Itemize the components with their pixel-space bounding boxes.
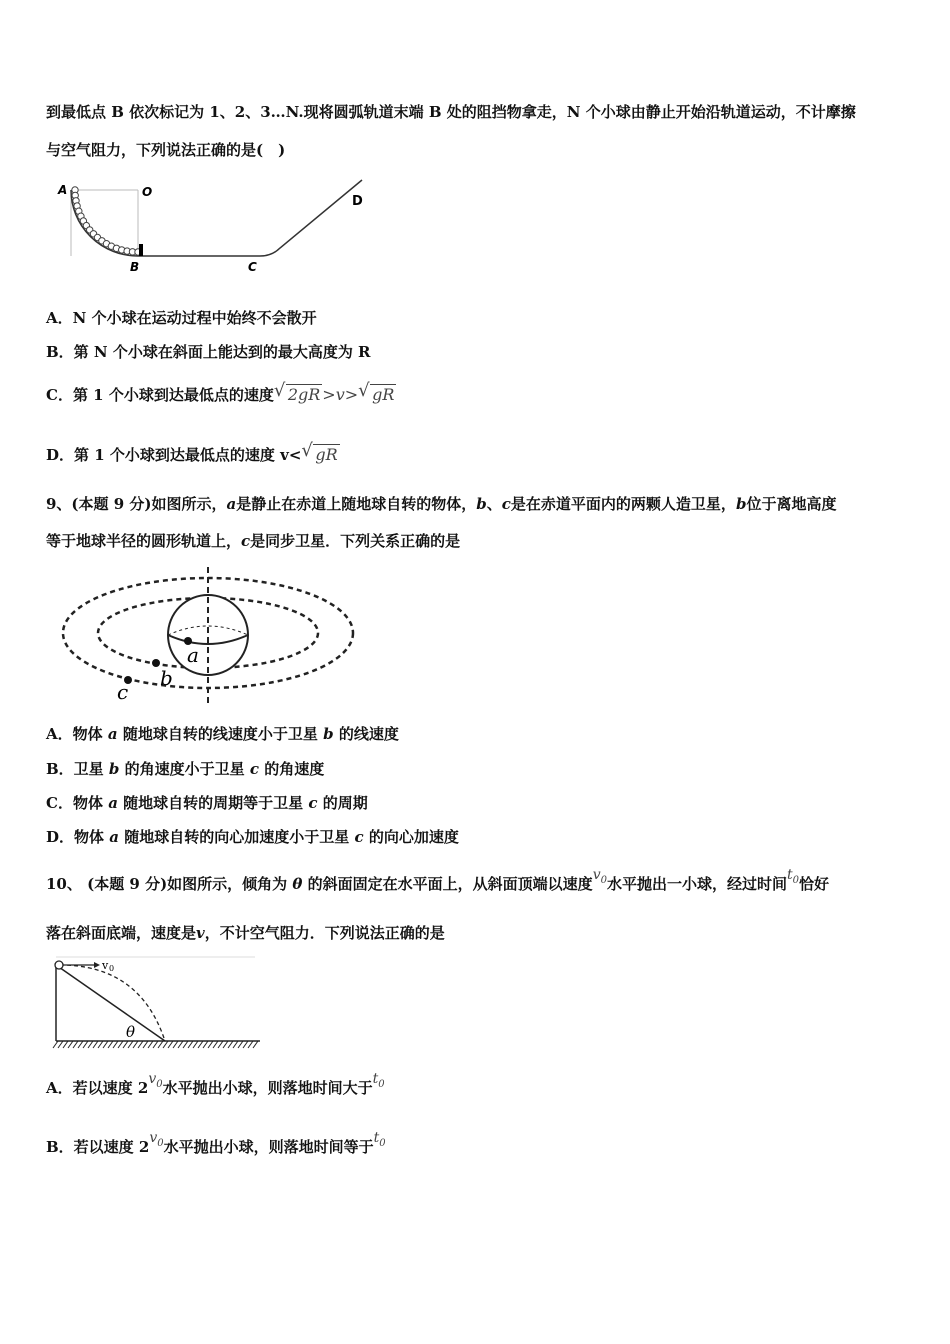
ground-hatch (183, 1041, 188, 1048)
q9-stem-line-2 (46, 531, 908, 551)
label-D: D (352, 194, 363, 209)
q9-text: 是在赤道平面内的两颗人造卫星， (510, 495, 736, 513)
q10-var-t: t (373, 1130, 380, 1146)
q10-opt-text: B．若以速度 2 (46, 1138, 150, 1156)
ground-hatch (253, 1041, 258, 1048)
q9-sep: 、 (486, 495, 502, 513)
q9-text: 位于离地高度 (746, 495, 837, 513)
q8-c-mid: >v> (322, 385, 359, 404)
q8-option-b: B．第 N 个小球在斜面上能达到的最大高度为 R (46, 343, 371, 361)
q9-var-a: a (226, 495, 237, 513)
q8-d-radicand: gR (315, 445, 338, 464)
q10-sub-zero: 0 (378, 1079, 385, 1090)
q9-text: 等于地球半径的圆形轨道上， (46, 532, 242, 550)
label-O: O (142, 185, 153, 199)
ground-hatch (63, 1041, 68, 1048)
intro-line-1: 到最低点 B 依次标记为 1、2、3…N.现将圆弧轨道末端 B 处的阻挡物拿走，N 个小球由静止开始沿轨道运动，不计摩擦 (46, 103, 856, 121)
q9-opt-text: 的线速度 (338, 725, 399, 743)
q9-opt-text: B．卫星 (46, 760, 104, 778)
q8-option-d (46, 445, 908, 465)
ground-hatch (198, 1041, 203, 1048)
q9-option-c (46, 793, 908, 813)
q9-var-b: b (108, 760, 120, 778)
ground-hatch (243, 1041, 248, 1048)
ground-hatch (103, 1041, 108, 1048)
q10-option-b (46, 1130, 908, 1160)
ground-hatch (203, 1041, 208, 1048)
q10-opt-text: 水平抛出小球，则落地时间大于 (162, 1079, 373, 1097)
ground-hatch (98, 1041, 103, 1048)
ground-hatch (168, 1041, 173, 1048)
q8-c-radicand-2: gR (372, 385, 395, 404)
label-B: B (130, 260, 140, 274)
q10-text: 的斜面固定在水平面上，从斜面顶端以速度 (307, 875, 593, 893)
ground-hatch (188, 1041, 193, 1048)
ground-hatch (193, 1041, 198, 1048)
q9-opt-text: 的角速度 (264, 760, 325, 778)
fig-label-c: c (117, 680, 129, 704)
ground-hatch (78, 1041, 83, 1048)
q9-opt-text: 的向心加速度 (368, 828, 459, 846)
q9-opt-text: 的周期 (322, 794, 368, 812)
ground-hatch (163, 1041, 168, 1048)
ground-hatch (113, 1041, 118, 1048)
ground-hatch (58, 1041, 63, 1048)
q9-opt-text: 随地球自转的周期等于卫星 (123, 794, 304, 812)
ground-hatch (53, 1041, 58, 1048)
q8-c-prefix: C．第 1 个小球到达最低点的速度 (46, 386, 274, 404)
q9-opt-text: A．物体 (46, 725, 103, 743)
figure-incline-projectile (50, 955, 265, 1055)
ground-hatch (68, 1041, 73, 1048)
fig-label-theta: θ (126, 1023, 136, 1041)
q9-var-c: c (354, 828, 364, 846)
q10-var-theta: θ (292, 875, 303, 893)
q10-sub-zero: 0 (600, 875, 607, 886)
q8-c-radicand-1: 2gR (287, 385, 321, 404)
fig-label-v: v (102, 959, 109, 972)
q10-var-v: v (196, 924, 205, 942)
ground-hatch (138, 1041, 143, 1048)
ground-hatch (248, 1041, 253, 1048)
q10-stem-line-1 (46, 867, 908, 897)
ground-hatch (158, 1041, 163, 1048)
q9-text: 是同步卫星．下列关系正确的是 (250, 532, 461, 550)
q9-text: 9、(本题 9 分)如图所示， (46, 495, 227, 513)
ground-hatch (148, 1041, 153, 1048)
q10-opt-text: 水平抛出小球，则落地时间等于 (163, 1138, 374, 1156)
q10-var-t: t (372, 1071, 379, 1087)
ground-hatch (238, 1041, 243, 1048)
q9-var-c: c (249, 760, 260, 778)
q9-var-b: b (735, 495, 747, 513)
q9-opt-text: C．物体 (46, 794, 103, 812)
q9-option-d (46, 827, 908, 847)
q8-option-a: A．N 个小球在运动过程中始终不会散开 (46, 309, 317, 327)
q10-stem-line-2 (46, 923, 908, 943)
fig-label-a: a (187, 643, 199, 667)
ground-hatch (83, 1041, 88, 1048)
ground-hatch (143, 1041, 148, 1048)
q9-var-c: c (501, 495, 511, 513)
q10-text: ，不计空气阻力．下列说法正确的是 (204, 924, 445, 942)
q10-text: 落在斜面底端，速度是 (46, 924, 197, 942)
q9-var-a: a (109, 828, 119, 846)
q9-var-c: c (241, 532, 251, 550)
q9-var-b: b (476, 495, 487, 513)
q10-sub-zero: 0 (792, 875, 800, 886)
q10-text: 水平抛出一小球，经过时间 (606, 875, 787, 893)
ground-hatch (88, 1041, 93, 1048)
ground-hatch (223, 1041, 228, 1048)
q9-opt-text: 随地球自转的线速度小于卫星 (122, 725, 318, 743)
ground-hatch (208, 1041, 213, 1048)
ground-hatch (173, 1041, 178, 1048)
fig-label-v-sub: 0 (109, 964, 115, 973)
intro-line-2: 与空气阻力，下列说法正确的是( ) (46, 141, 286, 159)
q9-option-b (46, 759, 908, 779)
q10-opt-text: A．若以速度 2 (46, 1079, 149, 1097)
q9-stem-line-1 (46, 494, 908, 514)
q10-var-v: v (592, 867, 601, 883)
ground-hatch (123, 1041, 128, 1048)
fig-label-b: b (160, 666, 173, 690)
ground-hatch (93, 1041, 98, 1048)
q9-var-a: a (108, 794, 118, 812)
label-A: A (58, 183, 68, 197)
q10-option-a (46, 1071, 908, 1101)
q9-text: 是静止在赤道上随地球自转的物体， (236, 495, 477, 513)
ground-hatch (228, 1041, 233, 1048)
ground-hatch (218, 1041, 223, 1048)
ground-hatch (213, 1041, 218, 1048)
ground-hatch (153, 1041, 158, 1048)
ground-hatch (233, 1041, 238, 1048)
q9-opt-text: 的角速度小于卫星 (124, 760, 245, 778)
q10-text: 10、 (本题 9 分)如图所示，倾角为 (46, 875, 288, 893)
q9-var-c: c (308, 794, 318, 812)
ground-hatch (118, 1041, 123, 1048)
ground-hatch (128, 1041, 133, 1048)
ground-hatch (178, 1041, 183, 1048)
q9-opt-text: 随地球自转的向心加速度小于卫星 (124, 828, 350, 846)
q10-var-t: t (787, 867, 793, 883)
ground-hatch (133, 1041, 138, 1048)
q8-d-prefix: D．第 1 个小球到达最低点的速度 v< (46, 446, 302, 464)
q9-var-b: b (323, 725, 334, 743)
q8-option-c (46, 385, 908, 405)
q9-var-a: a (107, 725, 118, 743)
q10-sub-zero: 0 (156, 1079, 163, 1090)
label-C: C (248, 260, 257, 274)
figure-earth-orbits (55, 565, 360, 705)
ground-hatch (108, 1041, 113, 1048)
q10-text: 恰好 (799, 875, 830, 893)
q10-sub-zero: 0 (157, 1138, 164, 1149)
q10-var-v: v (149, 1130, 158, 1146)
q10-sub-zero: 0 (379, 1138, 386, 1149)
q9-option-a (46, 724, 908, 744)
q10-var-v: v (148, 1071, 157, 1087)
figure-arc-track (50, 178, 380, 278)
q9-opt-text: D．物体 (46, 828, 105, 846)
ground-hatch (73, 1041, 78, 1048)
